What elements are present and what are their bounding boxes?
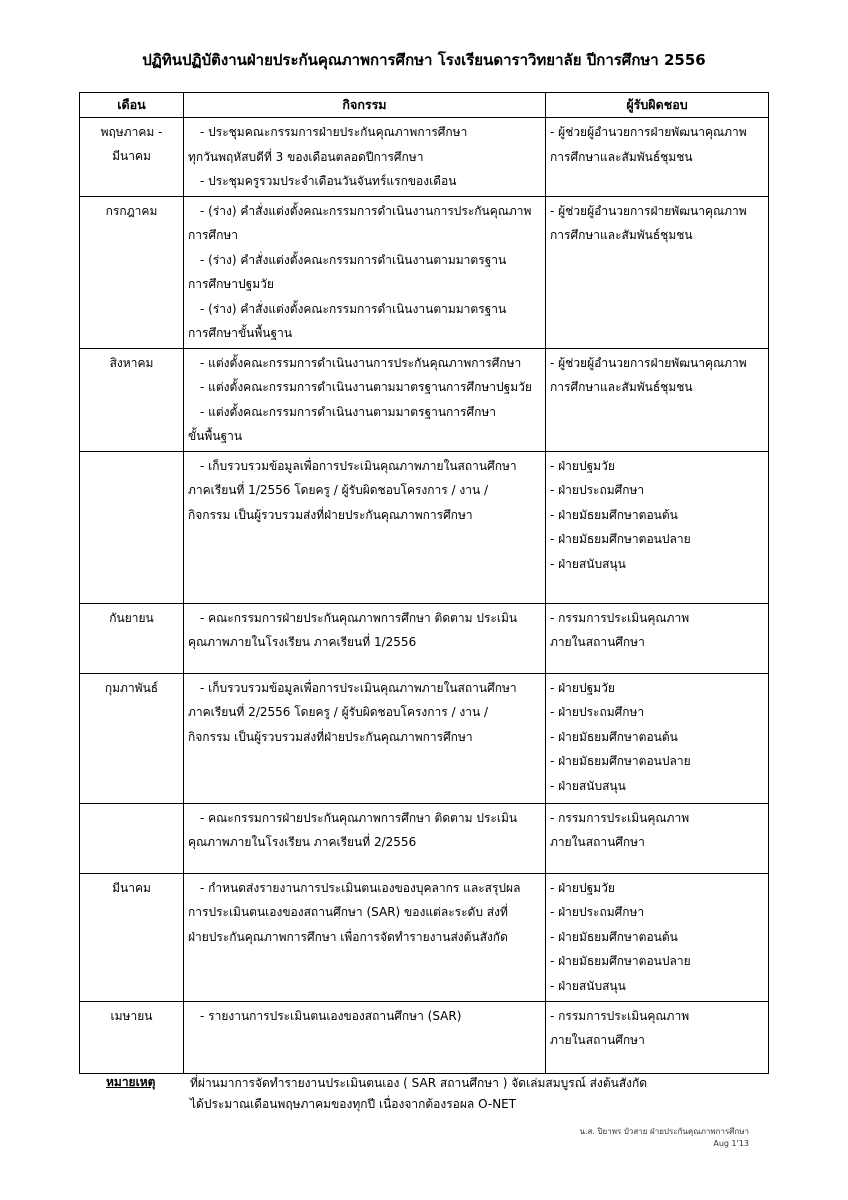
activity-line: การประเมินตนเองของสถานศึกษา (SAR) ของแต่ละระดับ ส่งที่ [188,905,508,919]
month-line: มีนาคม [112,880,151,895]
month-line: เมษายน [110,1008,153,1023]
responsible-cell [546,873,769,1001]
responsible-line: - ฝ่ายประถมศึกษา [550,705,645,719]
responsible-cell [546,118,769,197]
activity-line: การศึกษาขั้นพื้นฐาน [188,326,293,340]
activity-line: - แต่งตั้งคณะกรรมการดำเนินงานตามมาตรฐานการศึกษา [200,404,497,419]
month-cell [80,118,184,197]
responsible-line: - ฝ่ายปฐมวัย [550,680,615,695]
activity-line: ทุกวันพฤหัสบดีที่ 3 ของเดือนตลอดปีการศึกษา [188,149,424,164]
table-row [80,196,769,348]
responsible-line: - ฝ่ายมัธยมศึกษาตอนปลาย [550,532,691,546]
month-cell [80,451,184,603]
month-cell [80,348,184,451]
responsible-line: - ฝ่ายมัธยมศึกษาตอนปลาย [550,954,691,968]
responsible-line: - ผู้ช่วยผู้อำนวยการฝ่ายพัฒนาคุณภาพ [550,355,747,370]
activity-line: กิจกรรม เป็นผู้รวบรวมส่งที่ฝ่ายประกันคุณภาพการศึกษา [188,507,473,522]
table-header-row [80,93,769,118]
responsible-cell [546,673,769,803]
activity-line: ฝ่ายประกันคุณภาพการศึกษา เพื่อการจัดทำรายงานส่งต้นสังกัด [188,929,508,944]
activity-cell [184,603,546,673]
activity-line: - เก็บรวบรวมข้อมูลเพื่อการประเมินคุณภาพภายในสถานศึกษา [200,458,517,473]
activity-line: ภาคเรียนที่ 2/2556 โดยครู / ผู้รับผิดชอบโครงการ / งาน / [188,705,489,719]
responsible-line: - ผู้ช่วยผู้อำนวยการฝ่ายพัฒนาคุณภาพ [550,125,747,139]
note-text [190,1073,750,1115]
responsible-line: - ฝ่ายมัธยมศึกษาตอนต้น [550,507,678,522]
responsible-line: - กรรมการประเมินคุณภาพ [550,610,690,625]
table-row [80,451,769,603]
table-row [80,1001,769,1073]
activity-line: - ประชุมครูรวมประจำเดือนวันจันทร์แรกของเดือน [200,174,457,188]
month-cell [80,1001,184,1073]
month-cell [80,803,184,873]
responsible-line: - ฝ่ายสนับสนุน [550,556,626,571]
responsible-line: - ฝ่ายประถมศึกษา [550,905,645,919]
responsible-line: การศึกษาและสัมพันธ์ชุมชน [550,149,693,164]
table-row [80,348,769,451]
responsible-line: ภายในสถานศึกษา [550,835,645,849]
responsible-line: - ฝ่ายมัธยมศึกษาตอนปลาย [550,754,691,768]
activity-line: - (ร่าง) คำสั่งแต่งตั้งคณะกรรมการดำเนินงานตามมาตรฐาน [200,301,507,316]
table-row [80,803,769,873]
activity-line: - แต่งตั้งคณะกรรมการดำเนินงานการประกันคุณภาพการศึกษา [200,355,522,370]
activity-line: คุณภาพภายในโรงเรียน ภาคเรียนที่ 2/2556 [188,835,417,849]
table-row [80,603,769,673]
activity-cell [184,348,546,451]
activity-cell [184,673,546,803]
responsible-line: - ผู้ช่วยผู้อำนวยการฝ่ายพัฒนาคุณภาพ [550,203,747,218]
activity-line: กิจกรรม เป็นผู้รวบรวมส่งที่ฝ่ายประกันคุณภาพการศึกษา [188,729,473,744]
note-label: หมายเหตุ [106,1075,156,1089]
activity-line: - รายงานการประเมินตนเองของสถานศึกษา (SAR) [200,1008,462,1023]
activity-cell [184,803,546,873]
month-line: สิงหาคม [109,355,154,370]
header-activity: กิจกรรม [184,93,546,118]
table-row [80,873,769,1001]
responsible-line: - ฝ่ายประถมศึกษา [550,483,645,497]
activity-line: - ประชุมคณะกรรมการฝ่ายประกันคุณภาพการศึกษา [200,125,468,139]
table-row [80,673,769,803]
month-line: กุมภาพันธ์ [104,680,159,695]
month-line: กรกฎาคม [105,203,158,218]
header-month: เดือน [80,93,184,118]
activity-line: - แต่งตั้งคณะกรรมการดำเนินงานตามมาตรฐานการศึกษาปฐมวัย [200,380,532,394]
activity-line: การศึกษา [188,228,238,242]
activity-line: - (ร่าง) คำสั่งแต่งตั้งคณะกรรมการดำเนินงานการประกันคุณภาพ [200,203,532,218]
responsible-line: - ฝ่ายสนับสนุน [550,978,626,993]
activity-cell [184,196,546,348]
activity-line: - คณะกรรมการฝ่ายประกันคุณภาพการศึกษา ติดตาม ประเมิน [200,810,518,825]
responsible-line: - ฝ่ายมัธยมศึกษาตอนต้น [550,729,678,744]
page-title: ปฏิทินปฏิบัติงานฝ่ายประกันคุณภาพการศึกษา โรงเรียนดาราวิทยาลัย ปีการศึกษา 2556 [142,51,706,69]
responsible-line: - ฝ่ายปฐมวัย [550,458,615,473]
calendar-table [79,92,769,1074]
activity-line: - กำหนดส่งรายงานการประเมินตนเองของบุคลากร และสรุปผล [200,880,521,895]
responsible-cell [546,803,769,873]
month-cell [80,603,184,673]
responsible-line: - กรรมการประเมินคุณภาพ [550,1008,690,1023]
responsible-cell [546,451,769,603]
activity-line: ภาคเรียนที่ 1/2556 โดยครู / ผู้รับผิดชอบโครงการ / งาน / [188,483,489,497]
responsible-cell [546,348,769,451]
month-cell [80,673,184,803]
table-row [80,118,769,197]
responsible-line: - กรรมการประเมินคุณภาพ [550,810,690,825]
activity-cell [184,873,546,1001]
author-signature [579,1126,749,1150]
activity-line: - เก็บรวบรวมข้อมูลเพื่อการประเมินคุณภาพภายในสถานศึกษา [200,680,517,695]
activity-line: - (ร่าง) คำสั่งแต่งตั้งคณะกรรมการดำเนินงานตามมาตรฐาน [200,252,507,267]
header-responsible: ผู้รับผิดชอบ [546,93,769,118]
responsible-line: - ฝ่ายมัธยมศึกษาตอนต้น [550,929,678,944]
responsible-line: การศึกษาและสัมพันธ์ชุมชน [550,228,693,242]
responsible-line: การศึกษาและสัมพันธ์ชุมชน [550,380,693,394]
activity-line: ขั้นพื้นฐาน [188,429,243,443]
responsible-cell [546,196,769,348]
note-line: ที่ผ่านมาการจัดทำรายงานประเมินตนเอง ( SAR สถานศึกษา ) จัดเล่มสมบูรณ์ ส่งต้นสังกัด [190,1076,648,1090]
note-line: ได้ประมาณเดือนพฤษภาคมของทุกปี เนื่องจากต้องรอผล O-NET [190,1097,517,1111]
activity-cell [184,1001,546,1073]
responsible-line: ภายในสถานศึกษา [550,635,645,649]
month-cell [80,196,184,348]
activity-cell [184,451,546,603]
author-date: Aug 1'13 [713,1139,749,1148]
responsible-cell [546,1001,769,1073]
responsible-line: ภายในสถานศึกษา [550,1033,645,1047]
responsible-line: - ฝ่ายปฐมวัย [550,880,615,895]
activity-line: การศึกษาปฐมวัย [188,277,274,291]
month-cell [80,873,184,1001]
responsible-line: - ฝ่ายสนับสนุน [550,778,626,793]
activity-cell [184,118,546,197]
month-line: มีนาคม [112,149,151,163]
month-line: พฤษภาคม - [100,125,163,139]
activity-line: คุณภาพภายในโรงเรียน ภาคเรียนที่ 1/2556 [188,635,417,649]
month-line: กันยายน [109,610,154,625]
activity-line: - คณะกรรมการฝ่ายประกันคุณภาพการศึกษา ติดตาม ประเมิน [200,610,518,625]
author-name: น.ส. ปิยาพร บัวสาย ฝ่ายประกันคุณภาพการศึกษา [579,1127,749,1136]
responsible-cell [546,603,769,673]
